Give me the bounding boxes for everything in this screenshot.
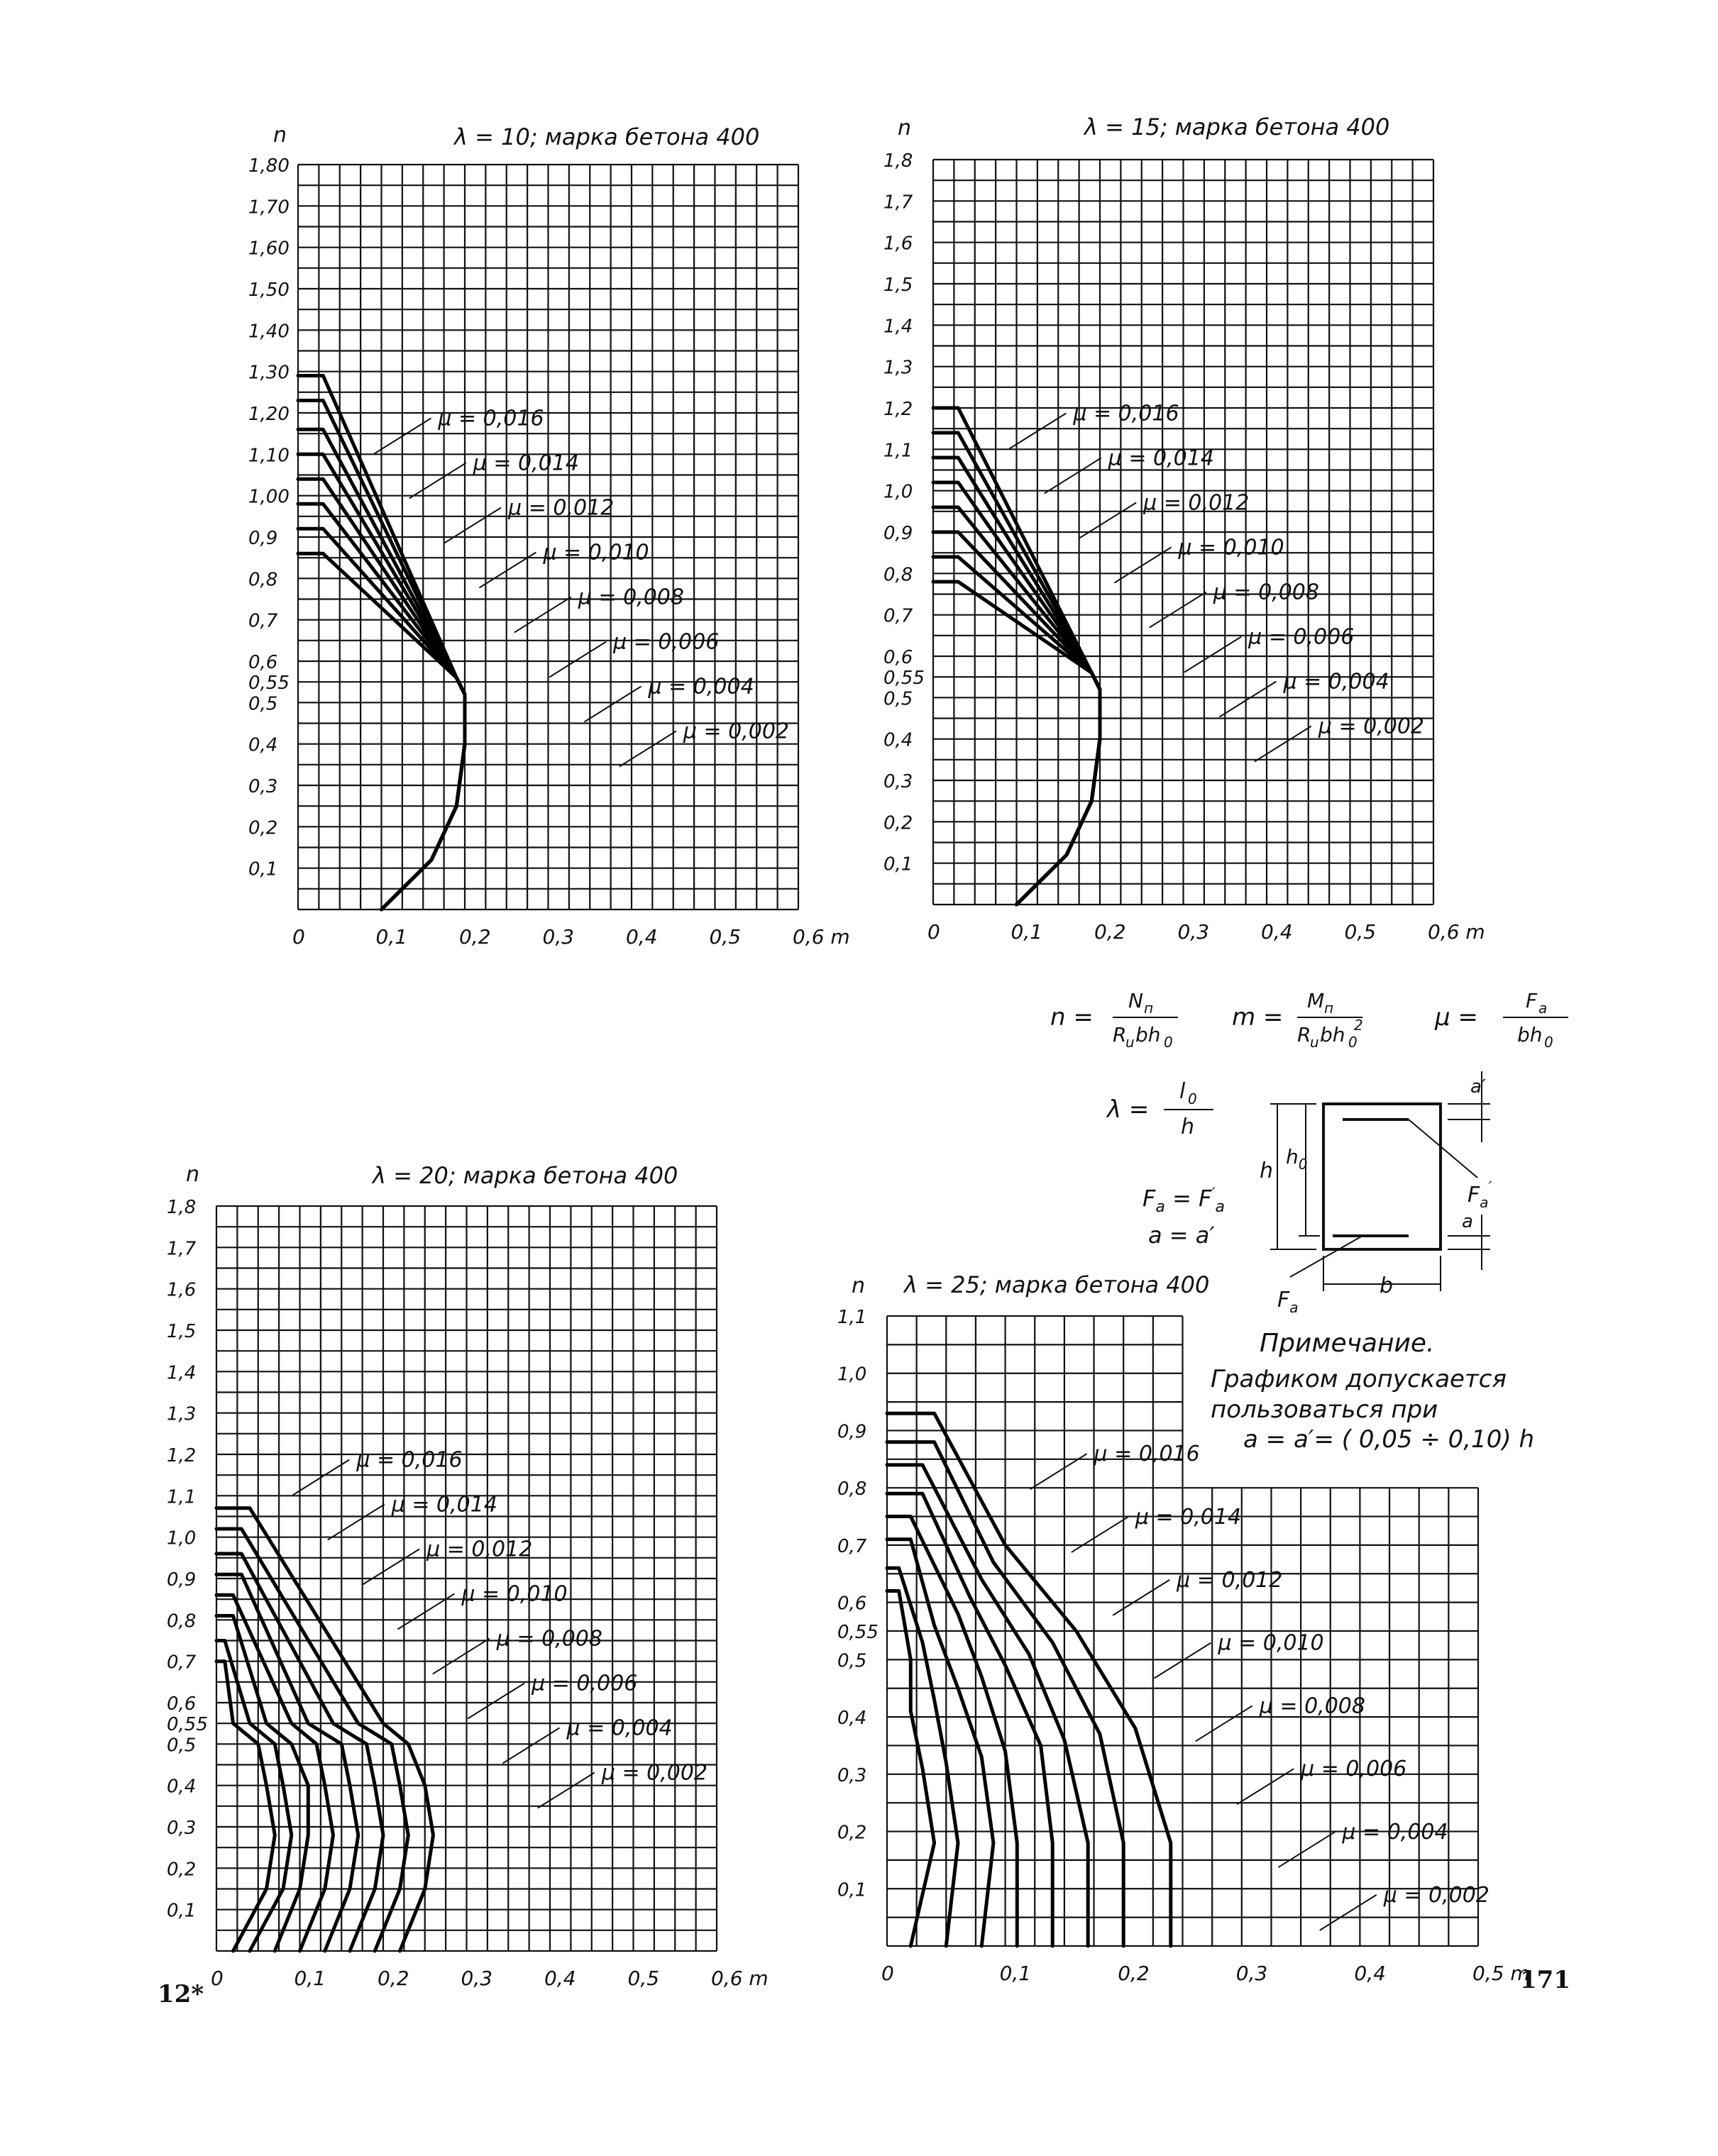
y-tick-label: 0,5 — [167, 1735, 197, 1757]
series-label: μ = 0,010 — [1178, 535, 1284, 560]
x-tick-label: 0,3 — [1235, 1962, 1268, 1985]
y-tick-label: 1,1 — [883, 440, 913, 462]
label-b: b — [1380, 1273, 1394, 1298]
series-leader — [1150, 592, 1206, 628]
y-tick-label: 0,7 — [248, 610, 278, 632]
formula-mu-den-sub: 0 — [1544, 1034, 1553, 1051]
formula-n-den: R — [1113, 1023, 1127, 1046]
formula-lambda-num-sub: 0 — [1188, 1090, 1197, 1107]
series-label: μ = 0,004 — [1342, 1820, 1448, 1845]
y-tick-label: 0,55 — [167, 1714, 208, 1736]
x-tick-label: 0,1 — [294, 1967, 326, 1990]
series-label: μ = 0,016 — [356, 1447, 463, 1473]
y-tick-label: 1,1 — [837, 1307, 867, 1328]
y-tick-label: 1,5 — [167, 1321, 197, 1342]
series-label: μ = 0,008 — [1213, 580, 1319, 605]
y-tick-label: 1,3 — [883, 357, 913, 379]
y-tick-label: 0,7 — [883, 605, 913, 627]
formula-mu-num-sub: a — [1538, 1000, 1548, 1017]
series-label: μ = 0,014 — [473, 450, 579, 476]
series-leader — [433, 1639, 490, 1674]
y-tick-label: 0,7 — [837, 1535, 867, 1557]
series-leader — [1278, 1832, 1335, 1867]
series-leader — [1184, 637, 1241, 673]
y-tick-label: 0,8 — [167, 1610, 197, 1632]
y-tick-label: 0,7 — [167, 1652, 197, 1674]
y-axis-label: n — [852, 1273, 866, 1298]
series-label: μ = 0,012 — [426, 1537, 533, 1562]
y-axis-label: n — [186, 1162, 200, 1187]
y-tick-label: 1,7 — [883, 192, 913, 214]
y-tick-label: 1,0 — [837, 1364, 867, 1386]
y-tick-label: 1,3 — [167, 1403, 197, 1425]
series-label: μ = 0,002 — [1318, 714, 1425, 739]
formula-n-den-rest-sub: 0 — [1164, 1034, 1173, 1051]
x-tick-label: 0 — [211, 1967, 224, 1990]
x-tick-label: 0,3 — [461, 1967, 493, 1990]
y-tick-label: 0,6 — [167, 1693, 197, 1715]
x-tick-label: 0,1 — [999, 1962, 1032, 1985]
y-tick-label: 1,00 — [248, 486, 290, 508]
series-label: μ = 0,006 — [1301, 1757, 1407, 1782]
series-label: μ = 0,002 — [601, 1760, 708, 1786]
series-curve — [216, 1616, 308, 1952]
series-leader — [1196, 1706, 1252, 1741]
series-label: μ = 0,008 — [578, 585, 684, 610]
y-tick-label: 1,6 — [167, 1279, 197, 1301]
y-tick-label: 0,1 — [248, 858, 278, 880]
x-tick-label: 0,6 m — [793, 925, 850, 949]
formula-lambda-lhs: λ = — [1107, 1095, 1150, 1124]
x-tick-label: 0,5 — [709, 925, 742, 949]
formula-mu-den: bh — [1517, 1023, 1543, 1046]
label-a-top: a′ — [1470, 1076, 1486, 1098]
y-tick-label: 0,4 — [837, 1708, 867, 1730]
y-tick-label: 1,30 — [248, 362, 290, 384]
series-leader — [468, 1684, 524, 1719]
y-tick-label: 0,5 — [883, 688, 913, 710]
formula-m-den: R — [1297, 1023, 1311, 1046]
y-tick-label: 0,1 — [837, 1879, 867, 1901]
formula-n-num-sub: п — [1144, 1000, 1154, 1017]
x-tick-label: 0 — [881, 1962, 894, 1985]
series-leader — [585, 687, 642, 722]
y-tick-label: 1,7 — [167, 1238, 197, 1260]
y-tick-label: 0,9 — [167, 1569, 197, 1591]
y-tick-label: 0,6 — [883, 647, 913, 668]
y-tick-label: 1,50 — [248, 280, 290, 301]
series-leader — [1320, 1895, 1377, 1930]
formula-fa-eq: $F_a = F'_a$ — [1142, 1185, 1225, 1216]
series-label: μ = 0,004 — [1283, 669, 1389, 695]
y-tick-label: 1,5 — [883, 275, 913, 296]
y-tick-label: 0,6 — [837, 1593, 867, 1615]
y-tick-label: 0,6 — [248, 652, 278, 673]
formula-a-eq: a = a′ — [1148, 1222, 1215, 1249]
page-number: 171 — [1520, 1966, 1570, 1994]
y-tick-label: 1,4 — [167, 1362, 197, 1384]
x-tick-label: 0 — [927, 920, 940, 944]
series-leader — [620, 731, 676, 767]
formula-n-lhs: n = — [1050, 1003, 1094, 1032]
series-leader — [1113, 1580, 1169, 1615]
formula-m-den-rest: bh — [1320, 1023, 1345, 1046]
y-tick-label: 1,60 — [248, 238, 290, 260]
note-line-2: пользоваться при — [1211, 1395, 1438, 1424]
x-tick-label: 0,6 m — [711, 1967, 769, 1990]
series-leader — [328, 1505, 385, 1540]
series-leader — [514, 597, 571, 633]
x-tick-label: 0,4 — [1261, 920, 1293, 944]
x-tick-label: 0,2 — [1094, 920, 1126, 944]
y-tick-label: 0,8 — [883, 564, 913, 586]
x-tick-label: 0,5 m — [1472, 1962, 1530, 1985]
label-h0: $h_0$ — [1286, 1145, 1308, 1173]
x-tick-label: 0,3 — [542, 925, 575, 949]
series-label: μ = 0,016 — [1073, 401, 1179, 426]
y-tick-label: 0,8 — [837, 1478, 867, 1500]
y-tick-label: 0,3 — [167, 1818, 197, 1839]
formula-mu-lhs: μ = — [1435, 1003, 1478, 1032]
y-tick-label: 0,3 — [837, 1764, 867, 1786]
signature-mark: 12* — [158, 1980, 204, 2008]
series-label: μ = 0,016 — [1094, 1442, 1200, 1467]
y-tick-label: 0,4 — [883, 729, 913, 751]
y-tick-label: 1,10 — [248, 445, 290, 467]
x-tick-label: 0,1 — [375, 925, 408, 949]
y-tick-label: 1,6 — [883, 233, 913, 255]
formula-mu-num: F — [1526, 989, 1538, 1012]
x-tick-label: 0,5 — [1344, 920, 1377, 944]
chart-tr — [883, 114, 1485, 944]
series-label: μ = 0,002 — [1383, 1882, 1490, 1908]
y-tick-label: 1,2 — [167, 1445, 197, 1466]
x-tick-label: 0,3 — [1177, 920, 1210, 944]
x-tick-label: 0,5 — [627, 1967, 660, 1990]
series-label: μ = 0,010 — [543, 540, 649, 565]
formula-block — [1050, 989, 1568, 1249]
series-label: μ = 0,006 — [613, 629, 720, 655]
y-tick-label: 1,40 — [248, 321, 290, 343]
x-tick-label: 0,6 m — [1428, 920, 1485, 944]
chart-tl — [248, 123, 850, 949]
y-tick-label: 1,4 — [883, 316, 913, 338]
x-tick-label: 0,4 — [626, 925, 658, 949]
y-tick-label: 1,1 — [167, 1486, 197, 1508]
series-leader — [1045, 458, 1101, 494]
formula-m-den-sup: 2 — [1354, 1017, 1363, 1034]
y-tick-label: 0,2 — [248, 817, 278, 839]
y-tick-label: 1,8 — [883, 150, 913, 172]
note-title: Примечание. — [1260, 1329, 1435, 1358]
series-label: μ = 0,012 — [1143, 490, 1250, 516]
series-curve — [887, 1539, 993, 1946]
chart-title: λ = 10; марка бетона 400 — [454, 123, 760, 150]
y-tick-label: 0,55 — [248, 673, 290, 695]
chart-title: λ = 15; марка бетона 400 — [1084, 114, 1390, 140]
series-label: μ = 0,014 — [1135, 1505, 1242, 1530]
y-axis-label: n — [273, 123, 287, 148]
formula-n-den-rest: bh — [1135, 1023, 1161, 1046]
y-tick-label: 0,4 — [167, 1776, 197, 1798]
y-tick-label: 1,20 — [248, 404, 290, 425]
x-tick-label: 0,2 — [378, 1967, 409, 1990]
y-tick-label: 0,55 — [837, 1622, 879, 1643]
series-label: μ = 0,004 — [566, 1715, 673, 1741]
series-label: μ = 0,010 — [1218, 1630, 1324, 1656]
y-tick-label: 0,4 — [248, 734, 278, 756]
series-label: μ = 0,006 — [1248, 624, 1355, 650]
y-tick-label: 1,8 — [167, 1197, 197, 1218]
y-tick-label: 1,80 — [248, 155, 290, 177]
y-tick-label: 0,1 — [883, 853, 913, 875]
chart-title: λ = 25; марка бетона 400 — [904, 1271, 1210, 1298]
grid — [933, 160, 1433, 905]
y-tick-label: 0,5 — [248, 693, 278, 715]
series-label: μ = 0,010 — [461, 1581, 568, 1607]
y-tick-label: 0,8 — [248, 569, 278, 591]
note-line-3: a = a′= ( 0,05 ÷ 0,10) h — [1243, 1425, 1534, 1454]
series-curve — [887, 1591, 935, 1947]
formula-lambda-num: l — [1179, 1079, 1186, 1104]
series-label: μ = 0,016 — [438, 406, 544, 431]
y-tick-label: 1,2 — [883, 399, 913, 420]
y-tick-label: 1,70 — [248, 197, 290, 219]
note-block — [1211, 1329, 1534, 1454]
series-leader — [503, 1728, 560, 1764]
formula-m-num: M — [1307, 989, 1325, 1012]
y-tick-label: 0,1 — [167, 1900, 197, 1922]
series-label: μ = 0,014 — [391, 1492, 497, 1518]
series-label: μ = 0,004 — [648, 674, 754, 700]
y-tick-label: 0,3 — [883, 771, 913, 792]
series-leader — [549, 642, 606, 678]
formula-n-den-sub: u — [1125, 1034, 1135, 1051]
series-label: μ = 0,006 — [532, 1671, 638, 1696]
label-a-bottom: a — [1462, 1211, 1473, 1232]
series-leader — [1072, 1517, 1128, 1552]
series-leader — [538, 1773, 595, 1808]
series-label: μ = 0,002 — [683, 719, 790, 744]
note-line-1: Графиком допускается — [1211, 1365, 1507, 1393]
series-label: μ = 0,012 — [1177, 1567, 1283, 1593]
y-tick-label: 0,3 — [248, 776, 278, 797]
x-tick-label: 0,2 — [1118, 1962, 1150, 1985]
y-tick-label: 0,9 — [837, 1421, 867, 1443]
series-label: μ = 0,012 — [508, 495, 615, 521]
y-tick-label: 0,2 — [883, 812, 913, 834]
y-tick-label: 0,9 — [883, 523, 913, 544]
chart-bl — [167, 1162, 769, 1990]
x-tick-label: 0,2 — [459, 925, 491, 949]
section-outline — [1323, 1104, 1441, 1249]
series-label: μ = 0,008 — [1259, 1693, 1365, 1719]
chart-title: λ = 20; марка бетона 400 — [373, 1162, 678, 1189]
y-tick-label: 0,2 — [167, 1859, 197, 1881]
x-tick-label: 0 — [292, 925, 305, 949]
x-tick-label: 0,1 — [1011, 920, 1043, 944]
series-leader — [409, 463, 466, 499]
series-label: μ = 0,008 — [496, 1626, 602, 1652]
y-axis-label: n — [898, 116, 912, 140]
y-tick-label: 0,5 — [837, 1650, 867, 1672]
y-tick-label: 1,0 — [167, 1527, 197, 1549]
cross-section — [1260, 1071, 1492, 1316]
series-leader — [1255, 726, 1311, 762]
y-tick-label: 0,2 — [837, 1822, 867, 1844]
y-tick-label: 0,9 — [248, 528, 278, 549]
formula-m-num-sub: п — [1324, 1000, 1334, 1017]
label-h: h — [1260, 1159, 1274, 1183]
x-tick-label: 0,4 — [544, 1967, 576, 1990]
formula-m-lhs: m = — [1232, 1003, 1284, 1032]
y-tick-label: 0,55 — [883, 668, 925, 690]
label-fa-bottom: $F_a$ — [1277, 1288, 1299, 1316]
y-tick-label: 1,0 — [883, 481, 913, 503]
formula-m-den-rest-sub: 0 — [1348, 1034, 1358, 1051]
label-fa-top: $F_a'$ — [1468, 1178, 1492, 1211]
series-label: μ = 0,014 — [1108, 446, 1214, 471]
formula-n-num: N — [1128, 989, 1143, 1012]
x-tick-label: 0,4 — [1354, 1962, 1386, 1985]
formula-lambda-den: h — [1181, 1115, 1195, 1139]
series-leader — [1220, 682, 1277, 717]
formula-m-den-sub: u — [1310, 1034, 1319, 1051]
